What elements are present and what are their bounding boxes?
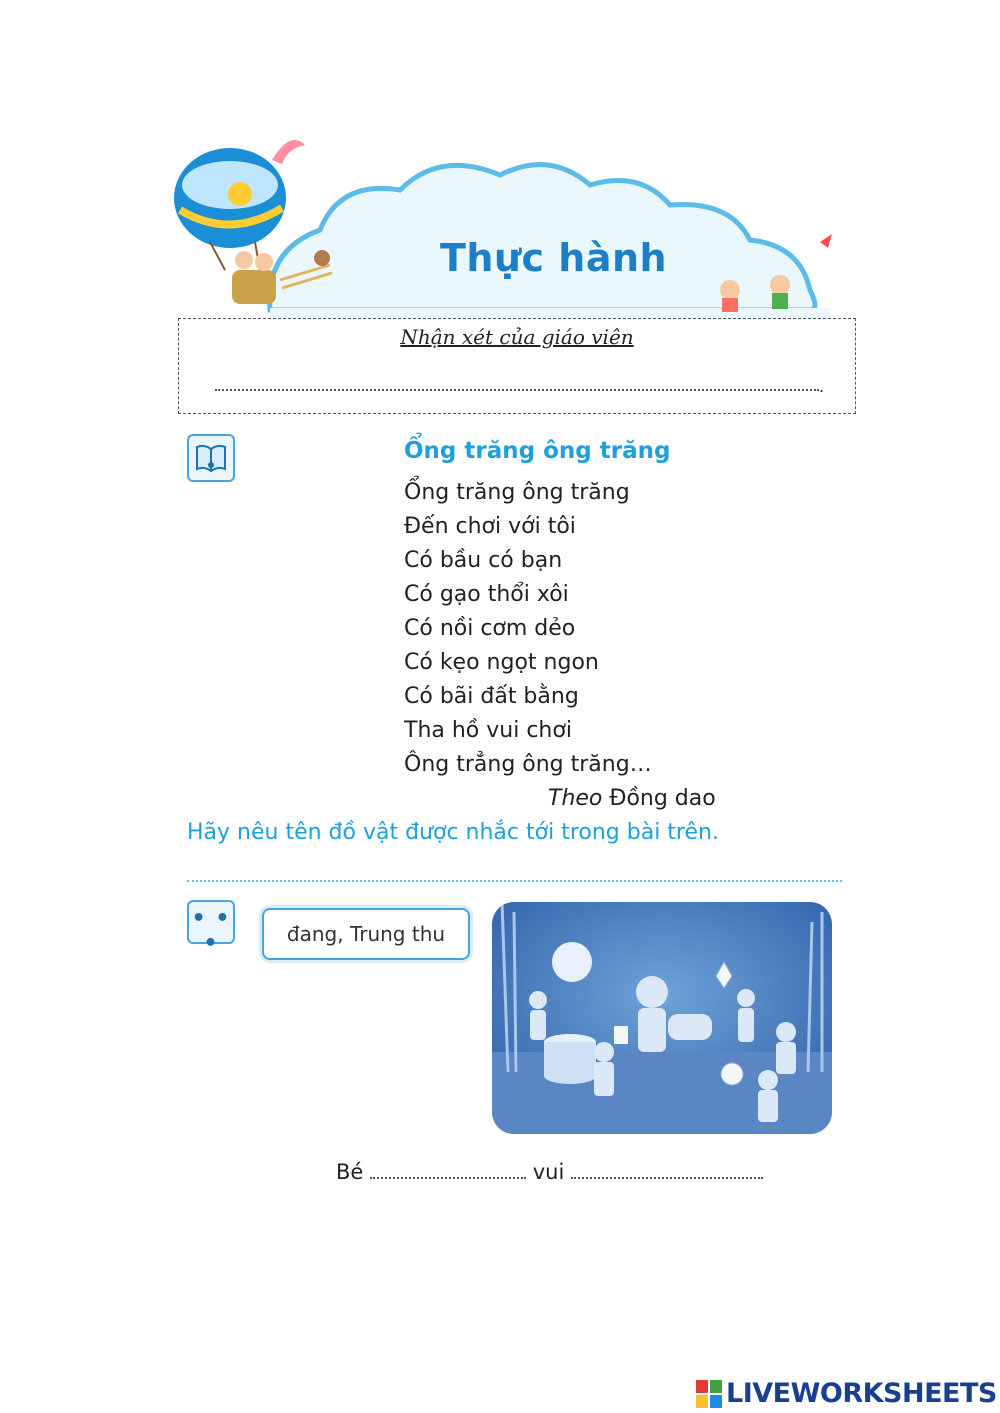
fill-in-sentence bbox=[336, 1160, 763, 1184]
teacher-comment-field[interactable] bbox=[215, 379, 819, 391]
poem-line: Ông trẳng ông trăng… bbox=[404, 752, 652, 777]
teacher-comment-title: Nhận xét của giáo viên bbox=[400, 325, 634, 349]
word-tag-text: đang, Trung thu bbox=[286, 922, 446, 946]
poem-line: Có nồi cơm dẻo bbox=[404, 616, 576, 641]
source-prefix: Theo bbox=[548, 786, 603, 811]
ellipsis-dots: • • • bbox=[191, 906, 231, 956]
word-tag bbox=[262, 908, 470, 960]
page-title: Thực hành bbox=[440, 236, 668, 280]
answer-input[interactable] bbox=[187, 872, 842, 882]
kite-icon bbox=[820, 234, 832, 248]
poem-line: Tha hồ vui chơi bbox=[404, 718, 572, 743]
moon-icon bbox=[552, 942, 592, 982]
poem-title: Ổng trăng ông trăng bbox=[404, 438, 671, 464]
poem-line: Có bầu có bạn bbox=[404, 548, 563, 573]
mid-autumn-scene-image bbox=[492, 902, 832, 1134]
ellipsis-icon bbox=[187, 900, 235, 956]
poem-line: Ổng trăng ông trăng bbox=[404, 480, 630, 505]
poem-line: Đến chơi với tôi bbox=[404, 514, 576, 539]
sentence-start: Bé bbox=[336, 1160, 364, 1184]
blank-input-1[interactable] bbox=[370, 1161, 526, 1179]
teacher-comment-box: Nhận xét của giáo viên . bbox=[178, 318, 856, 414]
poem-source bbox=[548, 786, 716, 811]
header-banner bbox=[170, 130, 840, 320]
brand-name: LIVEWORKSHEETS bbox=[726, 1378, 997, 1409]
blank-input-2[interactable] bbox=[571, 1161, 763, 1179]
open-book-icon bbox=[187, 434, 235, 482]
poem-line: Có bãi đất bằng bbox=[404, 684, 579, 709]
poem-line: Có kẹo ngọt ngon bbox=[404, 650, 599, 675]
source-name: Đồng dao bbox=[609, 786, 716, 811]
sentence-middle: vui bbox=[532, 1160, 565, 1184]
poem-line: Có gạo thổi xôi bbox=[404, 582, 569, 607]
question-text: Hãy nêu tên đồ vật được nhắc tới trong bài trên. bbox=[187, 820, 719, 845]
liveworksheets-logo-icon bbox=[696, 1380, 722, 1408]
